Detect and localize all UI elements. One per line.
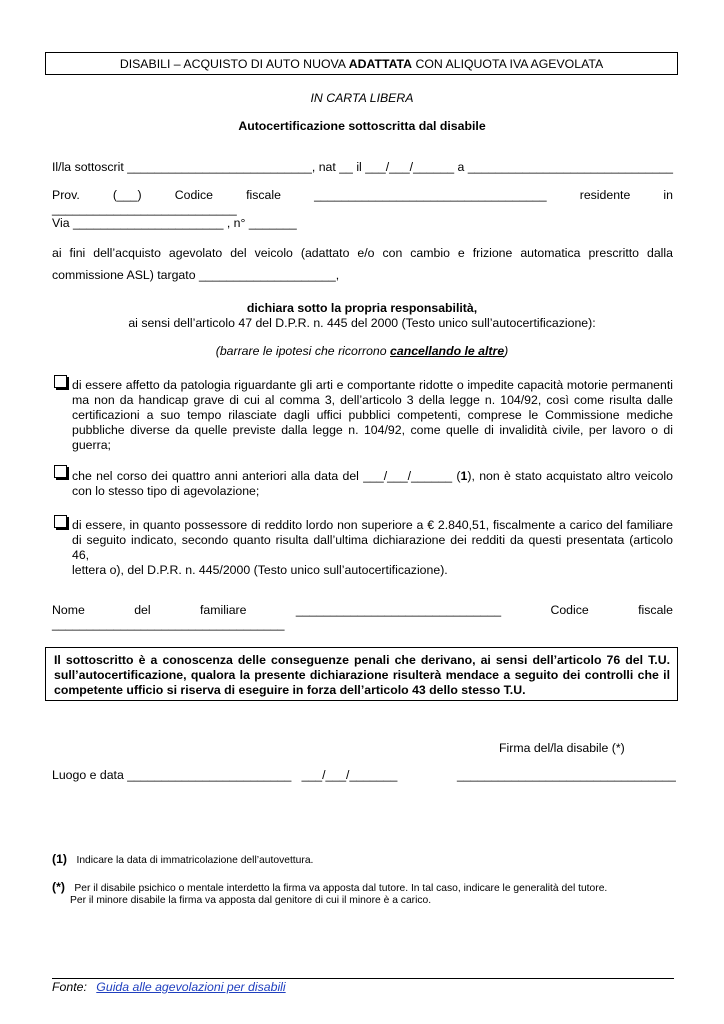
field-line-fiscal-code[interactable]: Prov. (___) Codice fiscale __________________________________ residente in ___________________________ [52,188,673,216]
option-2-text [72,469,673,484]
option-1-line: pubbliche diverse da quelle previste dalla legge n. 104/92, come quelle di invalidità civile, per lavoro o di [72,423,673,437]
warning-line: Il sottoscritto è a conoscenza delle conseguenze penali che derivano, ai sensi dell’articolo 76 del T.U. [54,653,670,667]
signature-line[interactable]: ________________________________ [457,768,676,782]
option-3-line: lettera o), del D.P.R. n. 445/2000 (Testo unico sull’autocertificazione). [72,563,448,577]
signature-label: Firma del/la disabile (*) [499,741,625,755]
declaration-reference: ai sensi dell’articolo 47 del D.P.R. n. 445 del 2000 (Testo unico sull’autocertificazione): [128,316,596,330]
option-2-suffix: ), non è stato acquistato altro veicolo [467,469,673,483]
source-link[interactable]: Guida alle agevolazioni per disabili [96,980,286,994]
field-line-name[interactable]: Il/la sottoscrit ___________________________, nat __ il ___/___/______ a ______________________________ [52,160,673,174]
note-1 [52,852,313,866]
option-2-line-1 [72,469,673,484]
field-line-address[interactable]: Via ______________________ , n° _______ [52,216,297,230]
option-2-prefix: che nel corso dei quattro anni anteriori alla data del ___/___/______ ( [72,469,461,483]
purpose-line-1: ai fini dell’acquisto agevolato del veicolo (adattato e/o con cambio e frizione automatica prescritto dalla [52,246,673,260]
option-3-checkbox[interactable] [54,515,67,528]
relative-field-line[interactable]: Nome del familiare ______________________________ Codice fiscale __________________________________ [52,603,673,631]
document-title-box [45,52,678,75]
footer-rule [52,978,674,979]
title-bold: ADATTATA [348,56,413,71]
warning-line: competente ufficio si riserva di eseguire in forza dell’articolo 43 dello stesso T.U. [54,683,526,697]
footer-source [52,980,286,994]
option-1-line: ma non da handicap grave di cui al comma 3, dell’articolo 3 della legge n. 104/92, così come risulta dalle [72,393,673,407]
note-2-mark: (*) [52,880,65,894]
option-2-note-ref: 1 [460,469,468,483]
subtitle: IN CARTA LIBERA [310,91,414,105]
purpose-line-2[interactable]: commissione ASL) targato ____________________, [52,268,340,282]
option-3-line: di seguito indicato, secondo quanto risulta dall’ultima dichiarazione dei redditi da questi presentata (articolo 46, [72,533,673,562]
instruction-prefix: (barrare le ipotesi che ricorrono [215,344,391,358]
option-1-checkbox[interactable] [54,375,67,388]
heading: Autocertificazione sottoscritta dal disabile [238,119,486,133]
instruction-suffix: ) [504,344,509,358]
option-1-text-cont [72,393,673,453]
option-1-line: guerra; [72,438,111,452]
note-1-text: Indicare la data di immatricolazione dell’autovettura. [76,855,314,866]
option-1-line: certificazioni a suo tempo rilasciate dagli uffici pubblici competenti, comprese le Commissione mediche [72,408,673,422]
option-3-text-cont [72,533,673,578]
warning-box [45,647,678,701]
title-suffix: CON ALIQUOTA IVA AGEVOLATA [412,56,604,71]
option-3-line: di essere, in quanto possessore di reddito lordo non superiore a € 2.840,51, fiscalmente a carico del familiare [72,518,673,532]
instruction-emphasis: cancellando le altre [390,344,505,358]
note-2-text: Per il disabile psichico o mentale interdetto la firma va apposta dal tutore. In tal caso, indicare le generalità del tutore. [74,883,608,894]
note-3-text: Per il minore disabile la firma va apposta dal genitore di cui il minore è a carico. [70,895,432,906]
source-label: Fonte: [52,980,87,994]
declaration-instruction [0,344,724,358]
option-1-text [72,378,673,393]
title-prefix: DISABILI – ACQUISTO DI AUTO NUOVA [119,56,349,71]
place-date-field[interactable]: Luogo e data ________________________ ___/___/_______ [52,768,398,782]
note-1-mark: (1) [52,852,68,866]
option-1-line: di essere affetto da patologia riguardante gli arti e comportante ridotte o impedite capacità motorie permanenti [72,378,673,392]
option-2-line-2: con lo stesso tipo di agevolazione; [72,484,260,498]
declaration-title: dichiara sotto la propria responsabilità, [246,301,478,315]
note-2 [52,880,607,894]
warning-line: sull’autocertificazione, qualora la presente dichiarazione risulterà mendace a seguito dei controlli che il [54,668,670,682]
option-3-text [72,518,673,533]
option-2-checkbox[interactable] [54,465,67,478]
